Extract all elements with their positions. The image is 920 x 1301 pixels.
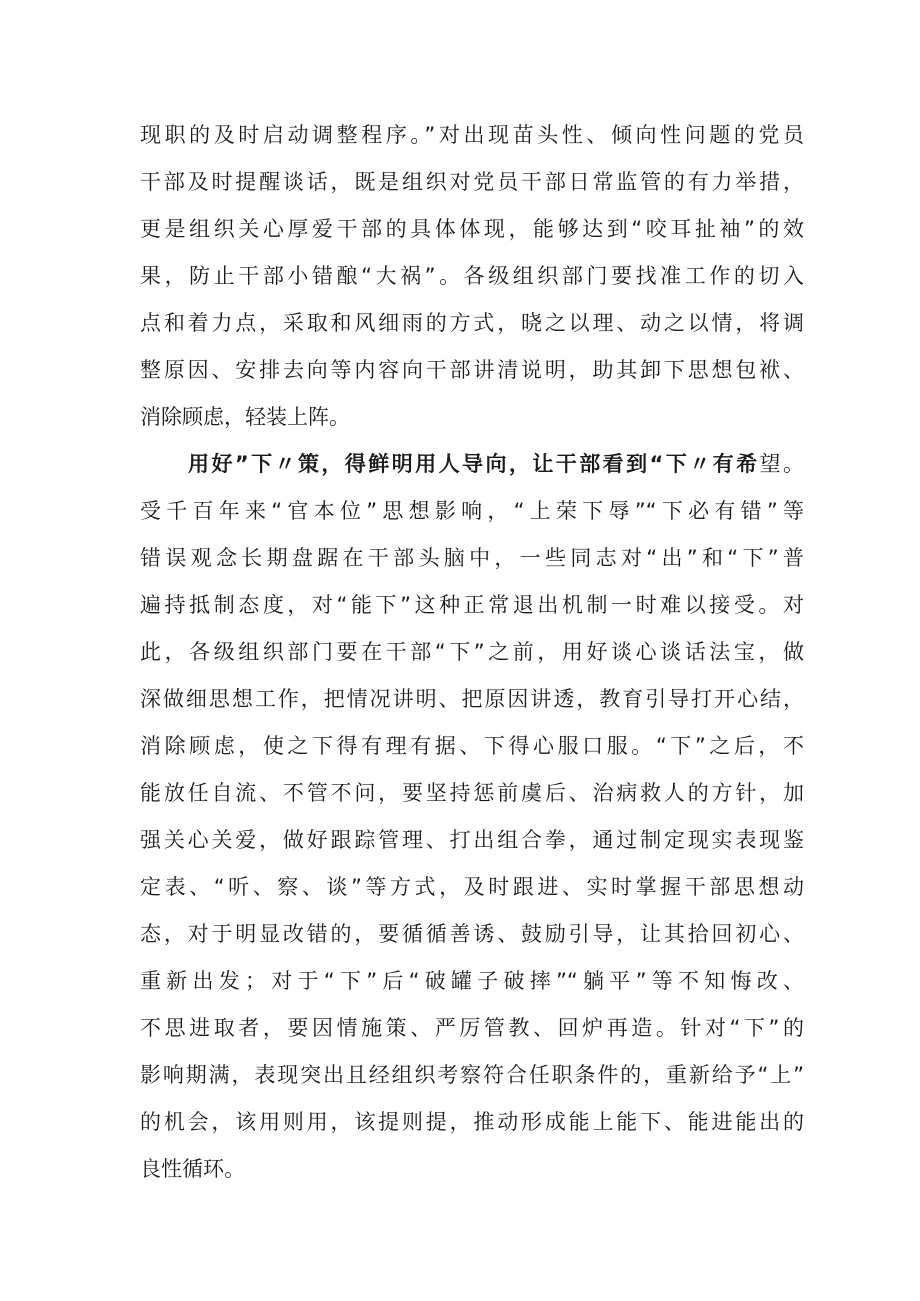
text-line: 错误观念长期盘踞在干部头脑中，一些同志对“出”和“下”普 — [140, 546, 804, 570]
text-line: 强关心关爱，做好跟踪管理、打出组合拳，通过制定现实表现鉴 — [140, 828, 804, 852]
text-line: 重新出发；对于“下”后“破罐子破摔”“躺平”等不知悔改、 — [140, 969, 804, 993]
text-line: 点和着力点，采取和风细雨的方式，晓之以理、动之以情，将调 — [140, 311, 804, 335]
text-line: 消除顾虑，使之下得有理有据、下得心服口服。“下”之后，不 — [140, 734, 804, 758]
section-heading-line — [140, 441, 804, 488]
text-line: 更是组织关心厚爱干部的具体体现，能够达到“咬耳扯袖”的效 — [140, 217, 804, 241]
text-line: 干部及时提醒谈话，既是组织对党员干部日常监管的有力举措， — [140, 170, 804, 194]
text-line: 消除顾虑，轻装上阵。 — [140, 405, 350, 429]
text-line: 影响期满，表现突出且经组织考察符合任职条件的，重新给予“上” — [140, 1063, 804, 1087]
text-line: 遍持抵制态度，对“能下”这种正常退出机制一时难以接受。对 — [140, 593, 804, 617]
section-heading: 用好”下〃策，得鲜明用人导向，让干部看到“下〃有希 — [188, 452, 760, 476]
text-line: 的机会，该用则用，该提则提，推动形成能上能下、能进能出的 — [140, 1110, 804, 1134]
text-line: 定表、“听、察、谈”等方式，及时跟进、实时掌握干部思想动 — [140, 875, 804, 899]
paragraph-1 — [140, 112, 804, 441]
text-line: 此，各级组织部门要在干部“下”之前，用好谈心谈话法宝，做 — [140, 640, 804, 664]
text-line: 整原因、安排去向等内容向干部讲清说明，助其卸下思想包袱、 — [140, 358, 804, 382]
text-line: 能放任自流、不管不问，要坚持惩前虞后、治病救人的方针，加 — [140, 781, 804, 805]
text-line: 深做细思想工作，把情况讲明、把原因讲透，教育引导打开心结， — [140, 687, 804, 711]
document-body — [140, 112, 804, 1193]
text-line: 良性循环。 — [140, 1157, 245, 1181]
text-line: 受千百年来“官本位”思想影响，“上荣下辱”“下必有错”等 — [140, 499, 804, 523]
section-heading-tail: 望。 — [759, 452, 805, 476]
paragraph-2 — [140, 441, 804, 1193]
text-line: 现职的及时启动调整程序。”对出现苗头性、倾向性问题的党员 — [140, 123, 804, 147]
text-line: 果，防止干部小错酿“大祸”。各级组织部门要找准工作的切入 — [140, 264, 804, 288]
text-line: 不思进取者，要因情施策、严厉管教、回炉再造。针对“下”的 — [140, 1016, 804, 1040]
text-line: 态，对于明显改错的，要循循善诱、鼓励引导，让其拾回初心、 — [140, 922, 804, 946]
